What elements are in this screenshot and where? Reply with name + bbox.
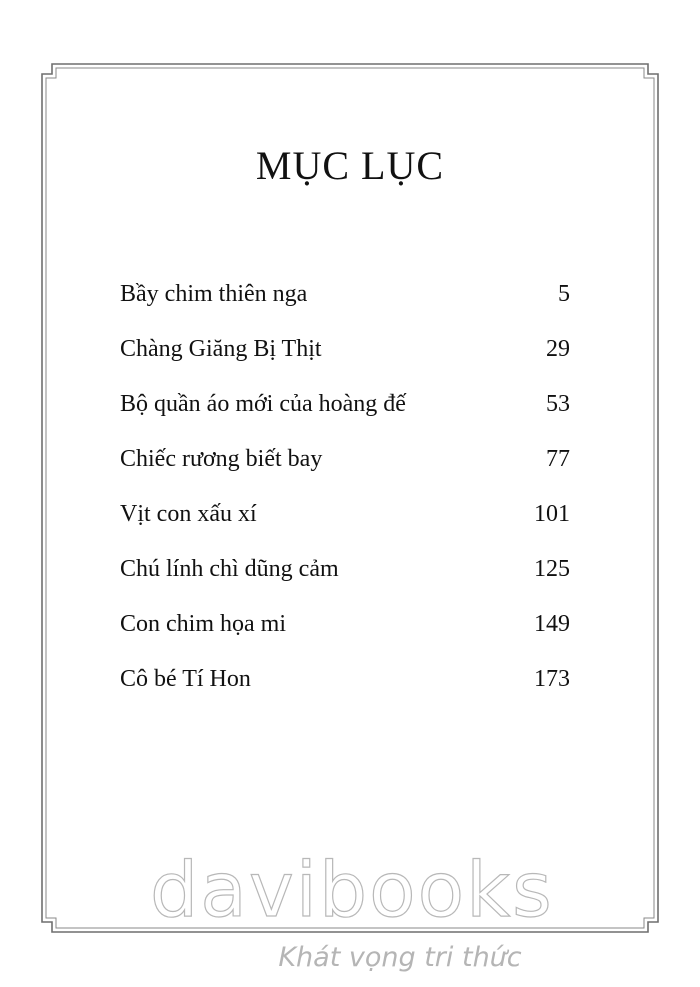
toc-entry-title: Bầy chim thiên nga — [120, 281, 308, 307]
page-title: MỤC LỤC — [255, 143, 445, 188]
toc-entry-page: 77 — [546, 446, 570, 472]
toc-entry-page: 53 — [546, 391, 570, 417]
toc-entry-title: Con chim họa mi — [120, 611, 286, 637]
toc-entry-page: 29 — [546, 336, 570, 362]
toc-entry-title: Cô bé Tí Hon — [120, 666, 251, 692]
toc-entry-page: 5 — [558, 281, 570, 307]
toc-entry-title: Chiếc rương biết bay — [120, 446, 323, 472]
toc-entry-page: 125 — [534, 556, 570, 582]
toc-entry-page: 173 — [534, 666, 570, 692]
toc-entry-page: 149 — [534, 611, 570, 637]
watermark-tagline: Khát vọng tri thức — [278, 942, 522, 973]
toc-entry-title: Vịt con xấu xí — [120, 501, 257, 527]
toc-entry — [120, 659, 570, 714]
toc-entry — [120, 274, 570, 329]
toc-entry-title: Chàng Giăng Bị Thịt — [120, 336, 322, 362]
toc-entry-page: 101 — [534, 501, 570, 527]
toc-entry-title: Bộ quần áo mới của hoàng đế — [120, 391, 406, 417]
toc-entry — [120, 549, 570, 604]
toc-entry — [120, 604, 570, 659]
toc-entry — [120, 329, 570, 384]
toc-entry — [120, 494, 570, 549]
toc-entry — [120, 384, 570, 439]
watermark-brand-logo: davibooks — [150, 845, 554, 934]
table-of-contents — [120, 274, 570, 714]
toc-entry — [120, 439, 570, 494]
toc-entry-title: Chú lính chì dũng cảm — [120, 556, 339, 582]
